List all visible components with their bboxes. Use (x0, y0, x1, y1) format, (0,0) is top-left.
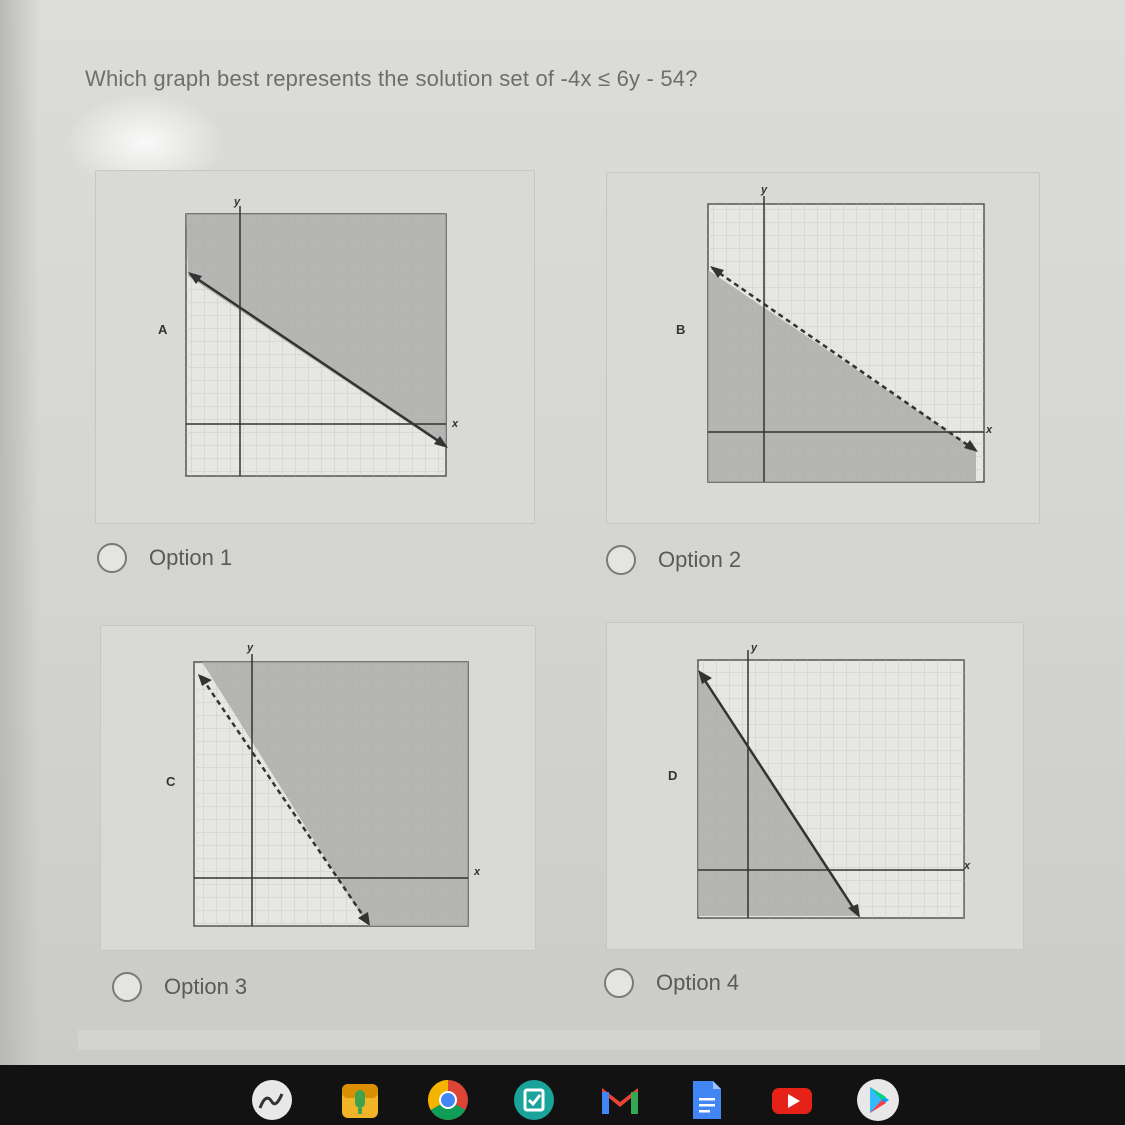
form-card-bottom (78, 1030, 1040, 1050)
graph-d (690, 646, 970, 926)
graph-letter-d: D (668, 768, 678, 783)
option-3[interactable] (112, 972, 247, 1002)
play-store-icon[interactable] (856, 1078, 900, 1122)
graph-c (190, 650, 470, 930)
option-3-radio[interactable] (112, 972, 142, 1002)
graph-a-x-label: x (452, 418, 459, 430)
taskbar (0, 1065, 1125, 1125)
graph-c-x-label: x (474, 866, 481, 878)
graph-b-y-label: y (761, 184, 768, 196)
gmail-icon[interactable] (598, 1078, 642, 1122)
option-4-label: Option 4 (656, 970, 740, 995)
option-1-radio[interactable] (97, 543, 127, 573)
mic-app-icon[interactable] (338, 1078, 382, 1122)
classroom-icon[interactable] (512, 1078, 556, 1122)
option-1[interactable] (97, 543, 232, 573)
option-2-radio[interactable] (606, 545, 636, 575)
graph-a-y-label: y (234, 196, 241, 208)
graph-d-x-label: x (964, 860, 971, 872)
option-4-radio[interactable] (604, 968, 634, 998)
graph-b-x-label: x (986, 424, 993, 436)
graph-letter-b: B (676, 322, 686, 337)
graph-letter-a: A (158, 322, 168, 337)
docs-icon[interactable] (684, 1078, 728, 1122)
question-text: Which graph best represents the solution set of -4x ≤ 6y - 54? (85, 66, 698, 91)
graph-c-y-label: y (247, 642, 254, 654)
option-2-label: Option 2 (658, 547, 742, 572)
option-2[interactable] (606, 545, 741, 575)
sheet-app-icon[interactable] (250, 1078, 294, 1122)
graph-letter-c: C (166, 774, 176, 789)
chrome-icon[interactable] (426, 1078, 470, 1122)
youtube-icon[interactable] (770, 1078, 814, 1122)
screen-edge (0, 0, 40, 1065)
graph-b (700, 196, 993, 486)
graph-a (178, 198, 458, 478)
option-4[interactable] (604, 968, 739, 998)
option-1-label: Option 1 (149, 545, 233, 570)
option-3-label: Option 3 (164, 974, 248, 999)
graph-d-y-label: y (751, 642, 758, 654)
